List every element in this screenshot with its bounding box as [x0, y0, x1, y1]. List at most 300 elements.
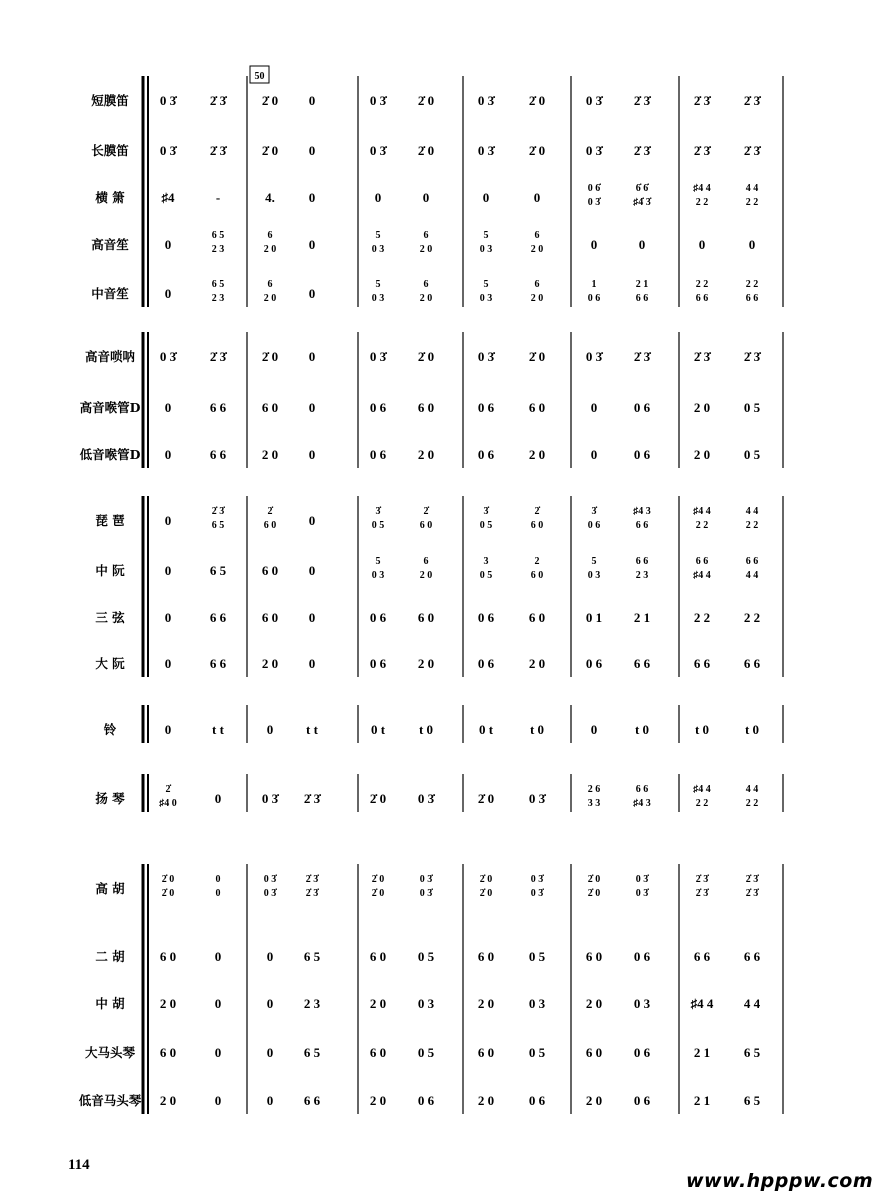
instrument-label: 二 胡: [95, 949, 125, 964]
note-cell-lower: 6 6: [635, 520, 649, 531]
note-cell: 6 0: [477, 949, 495, 964]
note-cell-upper: 6 6: [745, 556, 759, 567]
note-cell: ♯4 4: [690, 996, 714, 1011]
note-cell: 6 0: [261, 400, 279, 415]
note-cell: 0: [164, 563, 172, 578]
note-cell: 0 6: [633, 949, 651, 964]
note-cell: 0 5: [743, 447, 761, 462]
note-cell-upper: 3̇: [483, 506, 489, 517]
note-cell: 0: [164, 400, 172, 415]
note-cell: 2̇ 3̇: [633, 93, 651, 108]
note-cell-lower: ♯4 0: [159, 798, 177, 809]
note-cell: 2̇ 3̇: [693, 143, 711, 158]
note-cell: 2 0: [417, 656, 435, 671]
note-cell: 0 6: [477, 656, 495, 671]
note-cell-upper: 6̇ 6̇: [635, 183, 649, 194]
note-cell: t 0: [694, 722, 710, 737]
note-cell-upper: 2̇ 3̇: [745, 874, 759, 885]
note-cell-upper: 6: [423, 279, 429, 290]
note-cell: t 0: [744, 722, 760, 737]
note-cell: 0: [308, 400, 316, 415]
note-cell: 2 0: [528, 656, 546, 671]
note-cell: 2 0: [693, 447, 711, 462]
instrument-label: 琵 琶: [95, 513, 125, 528]
note-cell: 0: [308, 656, 316, 671]
note-cell-lower: 0 6: [587, 520, 601, 531]
instrument-label: 中 胡: [95, 996, 125, 1011]
note-cell: 6 6: [693, 656, 711, 671]
note-cell-upper: 2 6: [587, 784, 601, 795]
note-cell: 0 3̇: [159, 93, 177, 108]
note-cell: 0 6: [369, 610, 387, 625]
note-cell: 2̇ 0: [417, 349, 435, 364]
note-cell: 0: [308, 190, 316, 205]
note-cell: 6 5: [303, 1045, 321, 1060]
note-cell: 0: [748, 237, 756, 252]
note-cell: 2 0: [159, 1093, 177, 1108]
note-cell: 0: [164, 237, 172, 252]
rehearsal-mark: 50: [254, 71, 265, 82]
note-cell: 2̇ 3̇: [633, 143, 651, 158]
note-cell: 6 5: [743, 1045, 761, 1060]
note-cell: 2̇ 3̇: [303, 791, 321, 806]
note-cell: 2 0: [369, 996, 387, 1011]
note-cell: 0: [590, 447, 598, 462]
note-cell-upper: 5: [483, 279, 489, 290]
note-cell-upper: 2: [534, 556, 540, 567]
note-cell-lower: 0 6: [587, 293, 601, 304]
note-cell: 0 6: [633, 1093, 651, 1108]
note-cell-upper: 2̇: [534, 506, 540, 517]
note-cell: 0 3̇: [585, 93, 603, 108]
note-cell-upper: ♯4 4: [693, 183, 711, 194]
note-cell-upper: 6 6: [635, 784, 649, 795]
note-cell: t t: [212, 722, 224, 737]
note-cell-upper: 1: [591, 279, 597, 290]
note-cell: 0: [164, 513, 172, 528]
note-cell-upper: 0: [215, 874, 221, 885]
note-cell-lower: 6 6: [635, 293, 649, 304]
note-cell: 0 3: [417, 996, 435, 1011]
note-cell-lower: 0 5: [371, 520, 385, 531]
note-cell-upper: 2̇ 0: [371, 874, 385, 885]
note-cell-upper: 6: [423, 556, 429, 567]
instrument-label: 横 箫: [95, 190, 125, 205]
note-cell: 2̇ 3̇: [743, 143, 761, 158]
note-cell: 2̇ 0: [417, 143, 435, 158]
note-cell-lower: 2 0: [263, 293, 277, 304]
note-cell: 6 0: [369, 1045, 387, 1060]
note-cell: 0: [214, 1045, 222, 1060]
note-cell-lower: 0 3: [479, 293, 493, 304]
note-cell: 0 3̇: [585, 349, 603, 364]
note-cell: 2 0: [261, 447, 279, 462]
note-cell: 0: [308, 237, 316, 252]
note-cell: 2 0: [528, 447, 546, 462]
note-cell-lower: 3 3: [587, 798, 601, 809]
note-cell-upper: 6 5: [211, 230, 225, 241]
note-cell-upper: 2 2: [695, 279, 709, 290]
note-cell: 0: [308, 93, 316, 108]
note-cell-lower: 2 3: [635, 570, 649, 581]
note-cell-upper: 6: [267, 279, 273, 290]
note-cell: 0 3̇: [585, 143, 603, 158]
note-cell-upper: 2̇ 3̇: [695, 874, 709, 885]
note-cell: 6 6: [633, 656, 651, 671]
note-cell: 2 0: [369, 1093, 387, 1108]
note-cell: 0 6: [633, 1045, 651, 1060]
instrument-label: 短膜笛: [91, 93, 129, 108]
note-cell: 6 0: [477, 1045, 495, 1060]
note-cell-lower: ♯4 3: [633, 798, 651, 809]
note-cell: 0 3̇: [477, 143, 495, 158]
note-cell-lower: 0 3: [479, 244, 493, 255]
note-cell-upper: 4 4: [745, 784, 759, 795]
instrument-label: 中音笙: [91, 286, 129, 301]
note-cell-lower: 0 3: [371, 293, 385, 304]
instrument-label: 低音马头琴: [78, 1093, 142, 1108]
note-cell: 2̇ 0: [528, 349, 546, 364]
note-cell: 6 5: [209, 563, 227, 578]
instrument-label: 高音唢呐: [84, 349, 136, 364]
instrument-label: 高音笙: [91, 237, 129, 252]
note-cell: t 0: [529, 722, 545, 737]
note-cell: 4.: [265, 190, 275, 205]
note-cell-lower: 0 3: [371, 244, 385, 255]
note-cell: 2̇ 0: [369, 791, 387, 806]
note-cell: 0 6: [585, 656, 603, 671]
note-cell: 0 1: [585, 610, 603, 625]
note-cell: 0 3̇: [417, 791, 435, 806]
note-cell: 0: [164, 447, 172, 462]
instrument-label: 高音喉管D: [79, 400, 141, 415]
note-cell: 0 6: [477, 447, 495, 462]
note-cell-lower: 6 5: [211, 520, 225, 531]
note-cell-lower: 2 2: [695, 197, 709, 208]
note-cell: 2 2: [743, 610, 761, 625]
note-cell-upper: 6: [534, 279, 540, 290]
note-cell: 0 3̇: [369, 349, 387, 364]
note-cell: 0: [214, 996, 222, 1011]
note-cell-lower: 2 3: [211, 293, 225, 304]
note-cell-lower: 0: [215, 888, 221, 899]
note-cell: 0 6: [528, 1093, 546, 1108]
note-cell: 2̇ 0: [261, 93, 279, 108]
note-cell-lower: 2 2: [745, 520, 759, 531]
note-cell: 0 3̇: [477, 349, 495, 364]
note-cell-lower: 2̇ 0: [161, 888, 175, 899]
note-cell: 6 0: [369, 949, 387, 964]
note-cell: 6 0: [528, 610, 546, 625]
note-cell-lower: 4 4: [745, 570, 759, 581]
note-cell: 0 t: [370, 722, 386, 737]
note-cell: 0: [374, 190, 382, 205]
note-cell: -: [215, 190, 221, 205]
note-cell: 2̇ 0: [261, 143, 279, 158]
note-cell: 6 6: [209, 447, 227, 462]
note-cell: 0: [308, 349, 316, 364]
note-cell: 0 6: [417, 1093, 435, 1108]
note-cell: 0: [266, 1093, 274, 1108]
note-cell-lower: 0 3̇: [530, 888, 544, 899]
note-cell-lower: 2̇ 3̇: [745, 888, 759, 899]
note-cell-upper: 2̇: [267, 506, 273, 517]
note-cell: 0: [164, 722, 172, 737]
note-cell-lower: 6 6: [745, 293, 759, 304]
note-cell-lower: 0 3̇: [263, 888, 277, 899]
note-cell: 6 0: [528, 400, 546, 415]
note-cell: 0: [590, 400, 598, 415]
note-cell: 0: [698, 237, 706, 252]
note-cell: 6 6: [209, 400, 227, 415]
note-cell-upper: 6 5: [211, 279, 225, 290]
note-cell-lower: 0 3: [587, 570, 601, 581]
note-cell: 0 3̇: [528, 791, 546, 806]
note-cell-upper: 0 3̇: [419, 874, 433, 885]
note-cell-upper: 2̇ 3̇: [305, 874, 319, 885]
note-cell: 0: [214, 1093, 222, 1108]
note-cell: 2̇ 3̇: [743, 349, 761, 364]
note-cell: 2̇ 3̇: [693, 93, 711, 108]
note-cell-lower: 6 0: [530, 570, 544, 581]
note-cell-lower: 2 0: [419, 293, 433, 304]
note-cell: 2 0: [585, 996, 603, 1011]
note-cell: 0 5: [528, 949, 546, 964]
note-cell: 2̇ 3̇: [209, 143, 227, 158]
note-cell-upper: ♯4 4: [693, 784, 711, 795]
note-cell-upper: 3̇: [591, 506, 597, 517]
note-cell-upper: 2̇ 0: [161, 874, 175, 885]
note-cell: 2 1: [693, 1045, 711, 1060]
instrument-label: 铃: [103, 722, 117, 737]
note-cell: 2 0: [417, 447, 435, 462]
note-cell-upper: 6 6: [635, 556, 649, 567]
note-cell-upper: 2̇: [423, 506, 429, 517]
note-cell: ♯4: [161, 190, 175, 205]
instrument-label: 中 阮: [95, 563, 125, 578]
note-cell-upper: 6: [267, 230, 273, 241]
note-cell: 0 6: [477, 400, 495, 415]
note-cell-upper: 5: [591, 556, 597, 567]
note-cell: 2 2: [693, 610, 711, 625]
note-cell: 0 3̇: [159, 349, 177, 364]
note-cell: 0: [590, 237, 598, 252]
note-cell: 0 6: [477, 610, 495, 625]
note-cell: 0: [266, 996, 274, 1011]
note-cell-lower: 2 0: [530, 293, 544, 304]
note-cell-lower: ♯4̇ 3̇: [633, 197, 651, 208]
note-cell: 6 0: [159, 1045, 177, 1060]
note-cell-lower: 6 6: [695, 293, 709, 304]
note-cell-lower: 0 3̇: [419, 888, 433, 899]
note-cell: 6 6: [209, 610, 227, 625]
note-cell: 2̇ 0: [417, 93, 435, 108]
note-cell: 2 1: [693, 1093, 711, 1108]
note-cell-upper: 0 6̇: [587, 183, 601, 194]
note-cell: t 0: [634, 722, 650, 737]
note-cell: 4 4: [743, 996, 761, 1011]
note-cell: 6 6: [743, 949, 761, 964]
note-cell: 6 6: [303, 1093, 321, 1108]
note-cell-upper: 2̇ 3̇: [211, 506, 225, 517]
note-cell: 6 6: [693, 949, 711, 964]
note-cell-lower: 0 5: [479, 520, 493, 531]
note-cell-upper: 2 1: [635, 279, 649, 290]
note-cell-upper: 0 3̇: [635, 874, 649, 885]
note-cell: 0 3̇: [261, 791, 279, 806]
note-cell: 2̇ 3̇: [209, 93, 227, 108]
note-cell: 2̇ 0: [477, 791, 495, 806]
note-cell-upper: 5: [375, 556, 381, 567]
note-cell: 0: [308, 447, 316, 462]
note-cell-upper: 6: [423, 230, 429, 241]
note-cell-lower: 2 2: [745, 197, 759, 208]
note-cell-lower: 0 3: [371, 570, 385, 581]
note-cell-lower: 2̇ 3̇: [305, 888, 319, 899]
note-cell-upper: 2 2: [745, 279, 759, 290]
note-cell: 0: [308, 563, 316, 578]
note-cell-lower: 2̇ 0: [479, 888, 493, 899]
note-cell-lower: 2 2: [695, 520, 709, 531]
instrument-label: 高 胡: [95, 881, 125, 896]
note-cell: 2̇ 3̇: [633, 349, 651, 364]
instrument-label: 长膜笛: [91, 143, 129, 158]
note-cell-upper: 2̇ 0: [587, 874, 601, 885]
note-cell: 0: [533, 190, 541, 205]
note-cell: 6 6: [209, 656, 227, 671]
note-cell: 0 6: [369, 400, 387, 415]
note-cell: 2 0: [159, 996, 177, 1011]
note-cell: 2̇ 0: [261, 349, 279, 364]
note-cell-upper: 4 4: [745, 183, 759, 194]
instrument-label: 三 弦: [95, 610, 125, 625]
note-cell: 0 6: [633, 400, 651, 415]
note-cell-upper: 4 4: [745, 506, 759, 517]
note-cell: 2 3: [303, 996, 321, 1011]
note-cell: 0 5: [417, 1045, 435, 1060]
note-cell: 0: [638, 237, 646, 252]
note-cell-lower: 2 3: [211, 244, 225, 255]
note-cell-upper: 0 3̇: [263, 874, 277, 885]
note-cell-upper: 5: [375, 230, 381, 241]
note-cell-lower: ♯4 4: [693, 570, 711, 581]
note-cell-lower: 2 0: [263, 244, 277, 255]
note-cell-lower: 0 3̇: [635, 888, 649, 899]
note-cell-upper: 6 6: [695, 556, 709, 567]
note-cell: 6 0: [159, 949, 177, 964]
note-cell-upper: ♯4 3: [633, 506, 651, 517]
note-cell: 0 5: [743, 400, 761, 415]
note-cell-upper: 0 3̇: [530, 874, 544, 885]
note-cell: 0 3: [633, 996, 651, 1011]
note-cell: 2 0: [261, 656, 279, 671]
note-cell: 2 1: [633, 610, 651, 625]
note-cell: 0 5: [528, 1045, 546, 1060]
note-cell: 6 0: [585, 949, 603, 964]
note-cell-upper: 6: [534, 230, 540, 241]
note-cell-lower: 2̇ 3̇: [695, 888, 709, 899]
note-cell-lower: 2 2: [745, 798, 759, 809]
note-cell: 0: [308, 610, 316, 625]
instrument-label: 低音喉管D: [79, 447, 141, 462]
note-cell-upper: 5: [375, 279, 381, 290]
note-cell: 0: [422, 190, 430, 205]
note-cell: 0 5: [417, 949, 435, 964]
note-cell-lower: 2̇ 0: [371, 888, 385, 899]
watermark: www.hpppw.com: [686, 1170, 874, 1192]
note-cell: 2̇ 0: [528, 143, 546, 158]
note-cell: 0: [164, 286, 172, 301]
note-cell: t t: [306, 722, 318, 737]
note-cell: 0: [214, 949, 222, 964]
note-cell: 6 0: [585, 1045, 603, 1060]
note-cell: 2̇ 3̇: [693, 349, 711, 364]
note-cell-upper: 2̇: [165, 784, 171, 795]
note-cell-upper: 2̇ 0: [479, 874, 493, 885]
note-cell: 6 0: [417, 610, 435, 625]
note-cell: 0 6: [633, 447, 651, 462]
note-cell: 0: [482, 190, 490, 205]
note-cell: 6 0: [261, 563, 279, 578]
page-number: 114: [68, 1157, 90, 1173]
note-cell: 0 3̇: [369, 143, 387, 158]
note-cell: 2̇ 3̇: [209, 349, 227, 364]
note-cell: 0: [164, 610, 172, 625]
note-cell: 6 5: [743, 1093, 761, 1108]
note-cell: 0: [164, 656, 172, 671]
note-cell-lower: 2̇ 0: [587, 888, 601, 899]
note-cell: 2 0: [585, 1093, 603, 1108]
note-cell: 0 6: [369, 447, 387, 462]
note-cell-lower: 2 0: [419, 570, 433, 581]
note-cell: 0: [266, 722, 274, 737]
note-cell-upper: 3: [483, 556, 489, 567]
note-cell-lower: 0 5: [479, 570, 493, 581]
note-cell: 0 6: [369, 656, 387, 671]
note-cell-lower: 6 0: [419, 520, 433, 531]
instrument-label: 大 阮: [95, 656, 125, 671]
note-cell: 0 t: [478, 722, 494, 737]
note-cell-lower: 2 2: [695, 798, 709, 809]
note-cell: t 0: [418, 722, 434, 737]
note-cell: 6 6: [743, 656, 761, 671]
note-cell: 0 3: [528, 996, 546, 1011]
note-cell: 2 0: [477, 1093, 495, 1108]
note-cell-upper: 3̇: [375, 506, 381, 517]
note-cell: 0: [590, 722, 598, 737]
instrument-label: 扬 琴: [95, 791, 125, 806]
note-cell-lower: 6 0: [263, 520, 277, 531]
note-cell-lower: 0 3̇: [587, 197, 601, 208]
note-cell: 2 0: [477, 996, 495, 1011]
note-cell: 6 5: [303, 949, 321, 964]
note-cell: 0: [308, 143, 316, 158]
note-cell: 0 3̇: [159, 143, 177, 158]
note-cell: 0: [266, 1045, 274, 1060]
note-cell: 2̇ 3̇: [743, 93, 761, 108]
note-cell: 0 3̇: [369, 93, 387, 108]
note-cell-lower: 2 0: [530, 244, 544, 255]
note-cell-lower: 6 0: [530, 520, 544, 531]
instrument-label: 大马头琴: [84, 1045, 136, 1060]
note-cell-upper: 5: [483, 230, 489, 241]
note-cell: 0 3̇: [477, 93, 495, 108]
note-cell: 0: [308, 513, 316, 528]
note-cell-upper: ♯4 4: [693, 506, 711, 517]
note-cell: 2 0: [693, 400, 711, 415]
note-cell-lower: 2 0: [419, 244, 433, 255]
note-cell: 6 0: [261, 610, 279, 625]
